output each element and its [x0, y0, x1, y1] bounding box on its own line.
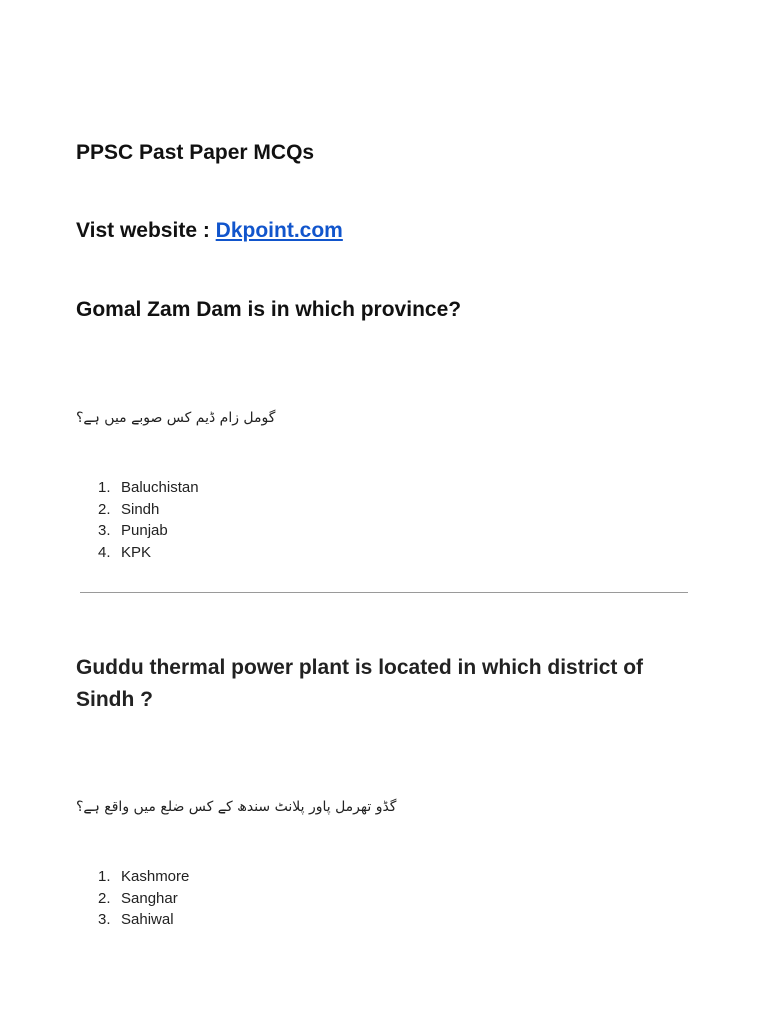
question-1-options [98, 477, 199, 563]
list-item [98, 499, 199, 521]
option-text: Kashmore [121, 868, 190, 885]
option-number: 2. [98, 889, 111, 907]
option-text: Sindh [121, 500, 160, 518]
list-item [98, 477, 199, 499]
question-2-title: Guddu thermal power plant is located in which district of Sindh ? [76, 656, 644, 711]
question-1-urdu: گومل زام ڈیم کس صوبے میں ہے؟ [76, 410, 276, 426]
question-1-title: Gomal Zam Dam is in which province? [76, 298, 462, 321]
option-text: Punjab [121, 522, 168, 539]
option-number: 3. [98, 522, 111, 539]
website-link[interactable]: Dkpoint.com [215, 219, 343, 242]
list-item [98, 909, 189, 931]
question-2-urdu: گڈو تھرمل پاور پلانٹ سندھ کے کس ضلع میں واقع ہے؟ [76, 799, 397, 815]
option-number: 2. [98, 500, 111, 518]
list-item [98, 888, 189, 910]
option-text: Baluchistan [121, 479, 199, 496]
list-item [98, 542, 199, 564]
option-number: 3. [98, 911, 111, 928]
document-title: PPSC Past Paper MCQs [76, 141, 315, 164]
option-text: KPK [121, 543, 152, 561]
option-number: 1. [98, 868, 111, 885]
website-line [76, 217, 343, 245]
website-label: Vist website : [76, 219, 216, 242]
option-number: 1. [98, 479, 111, 496]
option-text: Sahiwal [121, 911, 174, 928]
question-2-options [98, 866, 189, 931]
list-item [98, 866, 189, 888]
horizontal-divider [80, 592, 688, 593]
list-item [98, 520, 199, 542]
option-number: 4. [98, 543, 111, 561]
option-text: Sanghar [121, 889, 178, 907]
